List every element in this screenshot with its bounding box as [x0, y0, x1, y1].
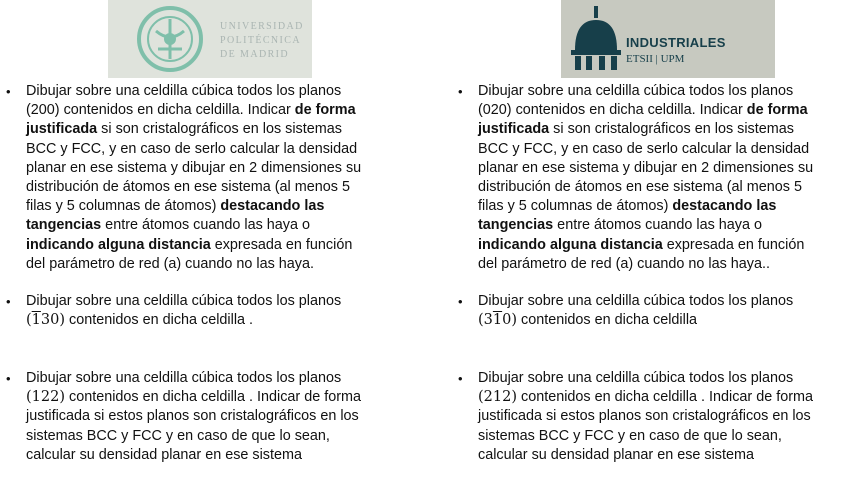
upm-logo [108, 0, 312, 78]
bullet-icon: • [6, 84, 11, 99]
miller-index: (212) [478, 389, 517, 406]
industriales-name: INDUSTRIALES [626, 35, 726, 50]
bullet-icon: • [6, 371, 11, 386]
bullet-icon: • [458, 84, 463, 99]
list-item: • Dibujar sobre una celdilla cúbica todos los planos (122) contenidos en dicha celdilla . Indicar de forma justificada si estos planos son cristalográficos en los sistemas BCC y FCC y en caso de que lo sean, calcular su densidad planar en ese sistema [6, 370, 361, 463]
bullet-icon: • [458, 294, 463, 309]
dome-icon [567, 6, 627, 76]
list-item: • Dibujar sobre una celdilla cúbica todos los planos (200) contenidos en dicha celdilla. Indicar de forma justificada si son cristalográficos en los sistemas BCC y FCC, y en caso de serlo calcular la densidad planar en ese sistema y dibujar en 2 dimensiones su distribución de átomos en ese sistema (al menos 5 filas y 5 columnas de átomos) destacando las tangencias entre átomos cuando las haya o indicando alguna distancia expresada en función del parámetro de red (a) cuando no las haya. [6, 83, 362, 272]
list-item: • Dibujar sobre una celdilla cúbica todos los planos (020) contenidos en dicha celdilla. Indicar de forma justificada si son cristalográficos en los sistemas BCC y FCC, y en caso de serlo calcular la densidad planar en ese sistema y dibujar en 2 dimensiones su distribución de átomos en ese sistema (al menos 5 filas y 5 columnas de átomos) destacando las tangencias entre átomos cuando las haya o indicando alguna distancia expresada en función del parámetro de red (a) cuando no las haya.. [458, 83, 814, 272]
upm-logo-text: UNIVERSIDAD POLITÉCNICA DE MADRID [220, 21, 304, 60]
miller-index: (130) [26, 312, 66, 329]
upm-seal-icon [134, 3, 206, 75]
list-item: • Dibujar sobre una celdilla cúbica todos los planos (212) contenidos en dicha celdilla . Indicar de forma justificada si estos planos son cristalográficos en los sistemas BCC y FCC y en caso de que lo sean, calcular su densidad planar en ese sistema [458, 370, 813, 463]
list-item: • Dibujar sobre una celdilla cúbica todos los planos (130) contenidos en dicha celdilla . [6, 293, 342, 329]
bullet-icon: • [458, 371, 463, 386]
miller-index: (122) [26, 389, 65, 406]
industriales-logo [561, 0, 775, 78]
bullet-icon: • [6, 294, 11, 309]
miller-index: (310) [478, 312, 518, 329]
industriales-sub: ETSII | UPM [626, 53, 685, 65]
list-item: • Dibujar sobre una celdilla cúbica todos los planos (310) contenidos en dicha celdilla [458, 293, 794, 329]
